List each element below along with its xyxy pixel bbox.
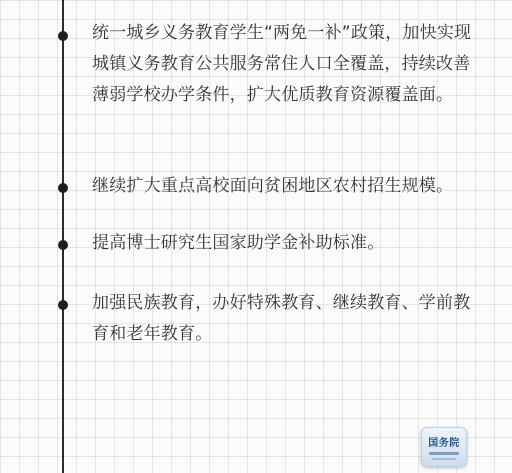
list-item-1: 统一城乡义务教育学生“两免一补”政策，加快实现城镇义务教育公共服务常住人口全覆盖，持续改善薄弱学校办学条件，扩大优质教育资源覆盖面。: [92, 23, 472, 105]
timeline-line: [62, 0, 64, 473]
timeline-dot-4: [58, 300, 68, 310]
timeline-dot-3: [58, 240, 68, 250]
logo-stripe-small: [432, 458, 456, 460]
list-item-4: 加强民族教育，办好特殊教育、继续教育、学前教育和老年教育。: [92, 293, 471, 344]
timeline-dot-1: [58, 31, 68, 41]
list-item-2: 继续扩大重点高校面向贫困地区农村招生规模。: [92, 176, 454, 196]
logo-label: 国务院: [428, 438, 460, 449]
state-council-logo: [421, 427, 467, 467]
timeline-dot-2: [58, 183, 68, 193]
logo-stripe: [429, 452, 459, 455]
list-item-3: 提高博士研究生国家助学金补助标准。: [92, 233, 385, 253]
